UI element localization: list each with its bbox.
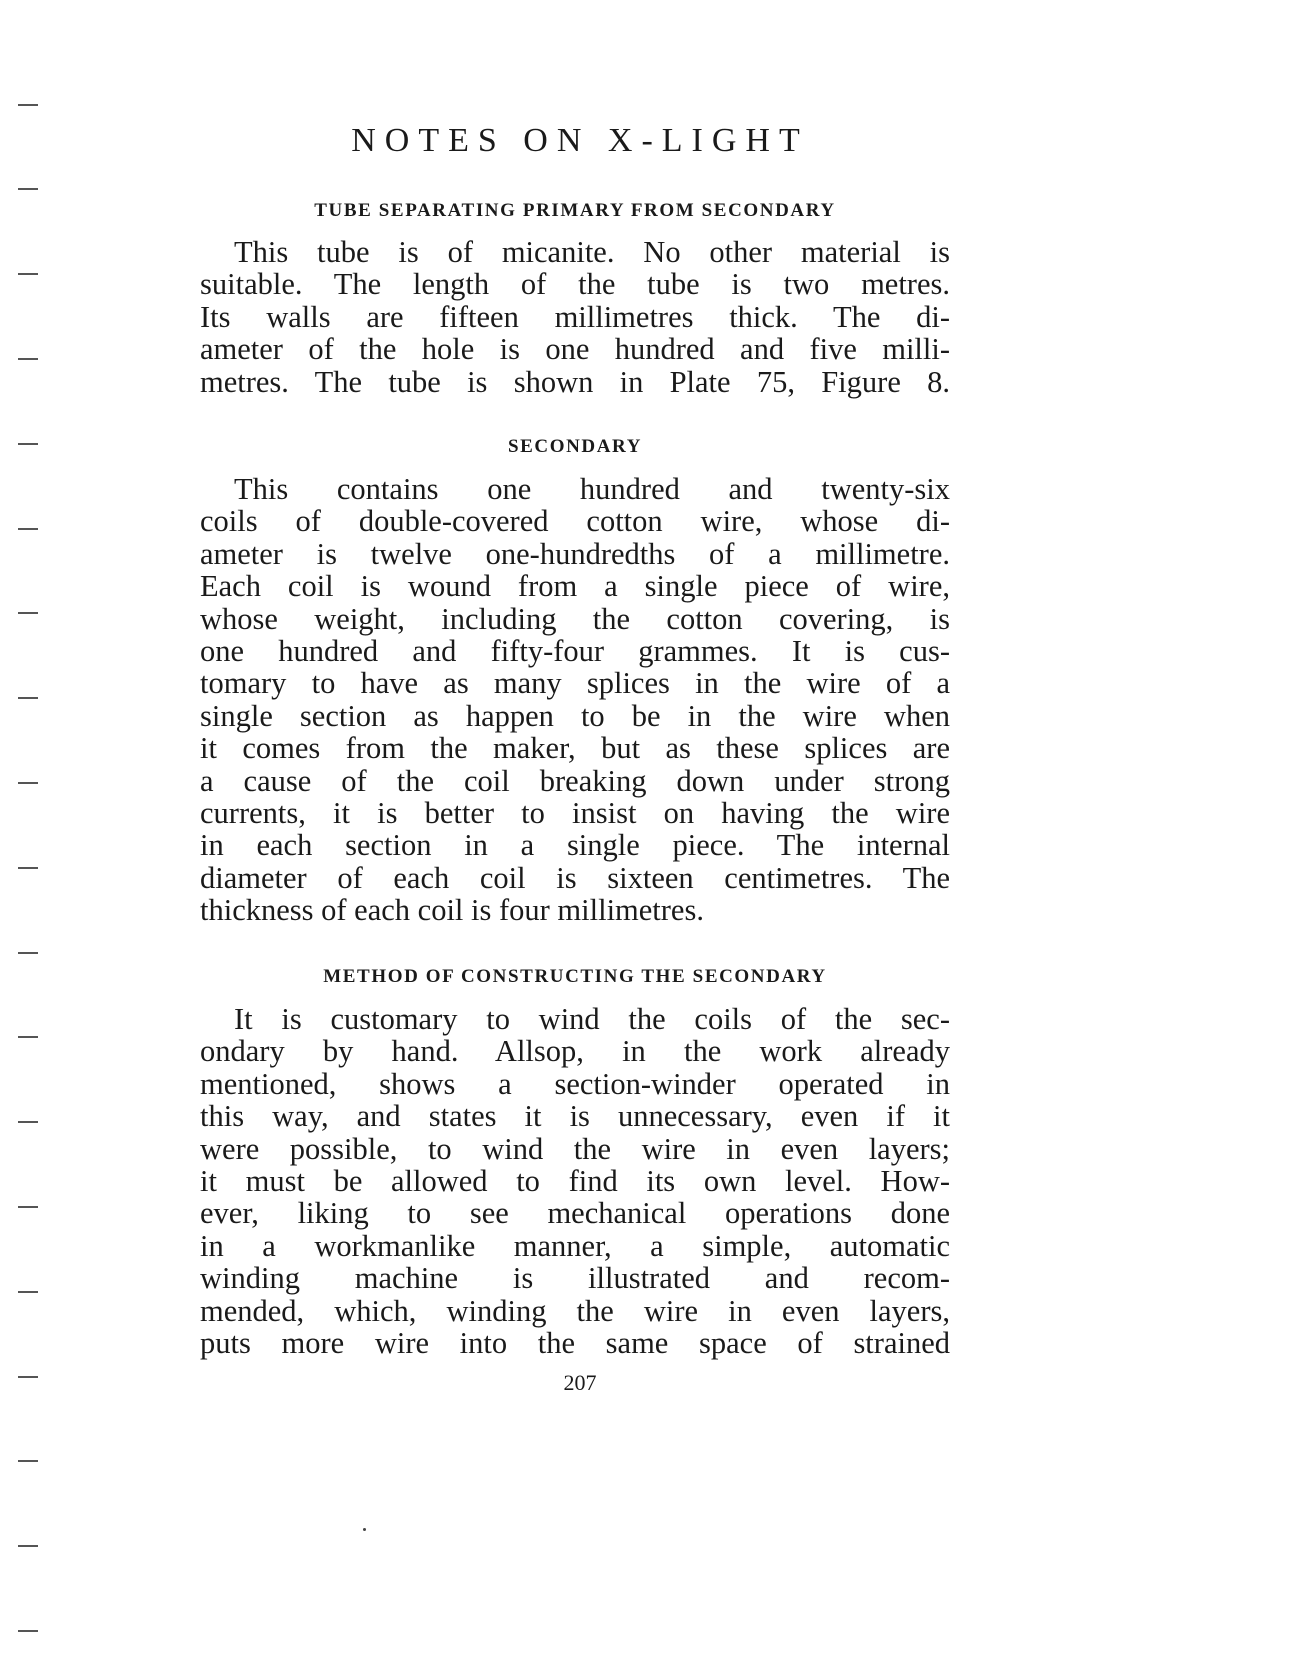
margin-tick [18, 528, 38, 530]
margin-tick [18, 1545, 38, 1547]
margin-tick [18, 1206, 38, 1208]
scan-speck [363, 1528, 366, 1531]
paragraph [200, 236, 950, 398]
text-line: suitable. The length of the tube is two metres. [200, 267, 950, 302]
text-line: It is customary to wind the coils of the sec- [234, 1002, 950, 1036]
text-line: one hundred and fifty-four grammes. It is cus- [200, 634, 950, 669]
text-line: currents, it is better to insist on having the wire [200, 796, 950, 831]
text-line: tomary to have as many splices in the wire of a [200, 666, 950, 701]
text-line: This tube is of micanite. No other material is [234, 235, 950, 269]
text-line: Each coil is wound from a single piece of wire, [200, 569, 950, 604]
margin-tick [18, 612, 38, 614]
text-line: were possible, to wind the wire in even layers; [200, 1131, 950, 1166]
text-line: ameter of the hole is one hundred and five milli- [200, 332, 950, 367]
text-line: whose weight, including the cotton covering, is [200, 601, 950, 636]
margin-tick [18, 782, 38, 784]
text-line: ever, liking to see mechanical operations done [200, 1196, 950, 1231]
text-line: winding machine is illustrated and recom- [200, 1261, 950, 1296]
text-line: it comes from the maker, but as these splices are [200, 731, 950, 766]
text-line: mentioned, shows a section-winder operated in [200, 1066, 950, 1101]
margin-tick [18, 188, 38, 190]
section-heading: TUBE SEPARATING PRIMARY FROM SECONDARY [314, 200, 836, 221]
margin-tick [18, 952, 38, 954]
text-line: a cause of the coil breaking down under strong [200, 763, 950, 798]
text-line: metres. The tube is shown in Plate 75, Figure 8. [200, 364, 950, 399]
margin-tick [18, 867, 38, 869]
text-line: in a workmanlike manner, a simple, automatic [200, 1228, 950, 1263]
margin-tick [18, 358, 38, 360]
text-line: mended, which, winding the wire in even layers, [200, 1293, 950, 1328]
text-line: ameter is twelve one-hundredths of a millimetre. [200, 536, 950, 571]
margin-tick [18, 273, 38, 275]
section-heading: SECONDARY [507, 436, 643, 457]
paragraph [200, 473, 950, 927]
margin-tick [18, 1460, 38, 1462]
text-line: puts more wire into the same space of strained [200, 1326, 950, 1361]
page-title: NOTES ON X-LIGHT [351, 122, 809, 159]
text-line: in each section in a single piece. The internal [200, 828, 950, 863]
text-line: this way, and states it is unnecessary, even if it [200, 1099, 950, 1134]
margin-tick [18, 1291, 38, 1293]
text-line: coils of double-covered cotton wire, whose di- [200, 504, 950, 539]
text-line: ondary by hand. Allsop, in the work already [200, 1034, 950, 1069]
page-number: 207 [563, 1370, 597, 1395]
margin-ruler-marks [18, 0, 48, 1663]
text-line: single section as happen to be in the wire when [200, 698, 950, 733]
margin-tick [18, 1121, 38, 1123]
text-line: diameter of each coil is sixteen centimetres. The [200, 860, 950, 895]
margin-tick [18, 1630, 38, 1632]
section-heading: METHOD OF CONSTRUCTING THE SECONDARY [323, 966, 827, 987]
text-line: This contains one hundred and twenty-six [234, 472, 950, 506]
text-line: it must be allowed to find its own level. How- [200, 1164, 950, 1199]
paragraph [200, 1003, 950, 1359]
margin-tick [18, 697, 38, 699]
text-line: thickness of each coil is four millimetres. [200, 893, 704, 928]
margin-tick [18, 443, 38, 445]
margin-tick [18, 104, 38, 106]
margin-tick [18, 1036, 38, 1038]
text-line: Its walls are fifteen millimetres thick. The di- [200, 299, 950, 334]
